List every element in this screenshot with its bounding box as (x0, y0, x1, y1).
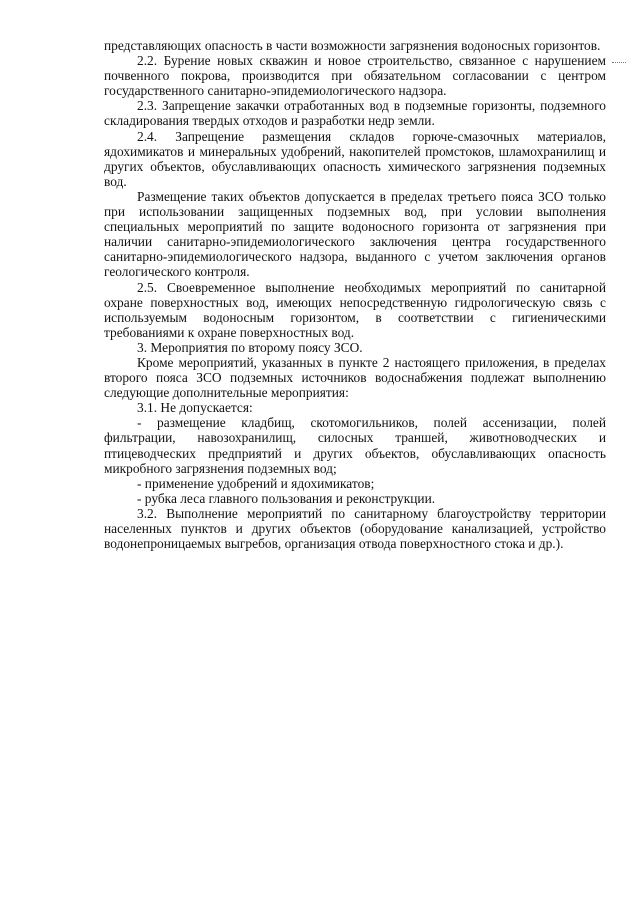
paragraph-3-1: 3.1. Не допускается: (137, 400, 253, 416)
paragraph-2-3: 2.3. Запрещение закачки отработанных вод в подземные горизонты, подземного складирования твердых отходов и разработки недр земли. (104, 98, 606, 129)
paragraph-continuation: представляющих опасность в части возможности загрязнения водоносных горизонтов. (104, 38, 601, 53)
document-body (104, 38, 606, 551)
scan-artifact-mark (612, 62, 626, 63)
paragraph-3-2: 3.2. Выполнение мероприятий по санитарному благоустройству территории населенных пунктов и других объектов (оборудование канализацией, устройство водонепроницаемых выгребов, организация отвода поверхностного стока и др.). (104, 505, 606, 552)
paragraph-2-2: 2.2. Бурение новых скважин и новое строительство, связанное с нарушением почвенного покрова, производится при обязательном согласовании с центром государственного санитарно-эпидемиологического надзора. (104, 53, 606, 99)
list-item-logging-ban: - рубка леса главного пользования и реконструкции. (137, 490, 436, 506)
paragraph-2-5: 2.5. Своевременное выполнение необходимых мероприятий по санитарной охране поверхностных вод, имеющих непосредственную гидрологическую связь с используемым водоносным горизонтом, в соответствии с гигиеническими требованиями к охране поверхностных вод. (104, 279, 606, 340)
section-3-heading: 3. Мероприятия по второму поясу ЗСО. (137, 339, 363, 355)
paragraph-section-3-intro: Кроме мероприятий, указанных в пункте 2 настоящего приложения, в пределах второго пояса ЗСО подземных источников водоснабжения подлежат выполнению следующие дополнительные мероприятия: (104, 354, 606, 401)
list-item-placement-ban: - размещение кладбищ, скотомогильников, полей ассенизации, полей фильтрации, навозохранилищ, силосных траншей, животноводческих и птицеводческих предприятий и других объектов, обуславливающих опасность микробного загрязнения подземных вод; (104, 415, 606, 476)
paragraph-2-4: 2.4. Запрещение размещения складов горюче-смазочных материалов, ядохимикатов и минеральных удобрений, накопителей промстоков, шламохранилищ и других объектов, обуславливающих опасность химического загрязнения подземных вод. (104, 128, 606, 189)
list-item-fertilizer-ban: - применение удобрений и ядохимикатов; (137, 475, 375, 491)
paragraph-third-belt-placement: Размещение таких объектов допускается в пределах третьего пояса ЗСО только при использовании защищенных подземных вод, при условии выполнения специальных мероприятий по защите водоносного горизонта от загрязнения при наличии санитарно-эпидемиологического заключения центра государственного санитарно-эпидемиологического надзора, выданного с учетом заключения органов геологического контроля. (104, 188, 606, 280)
